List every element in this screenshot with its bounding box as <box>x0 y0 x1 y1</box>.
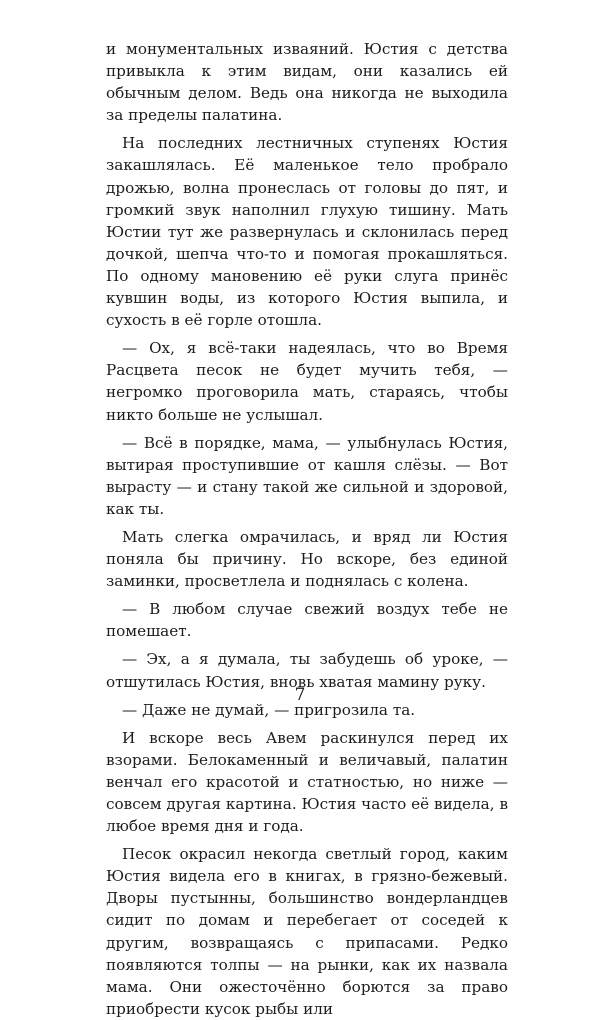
paragraph: И вскоре весь Авем раскинулся перед их взорами. Белокаменный и величавый, палатин венчал его красотой и статностью, но ниже — совсем другая картина. Юстия часто её видела, в любое время дня и года. <box>106 728 508 836</box>
paragraph: На последних лестничных ступенях Юстия закашлялась. Её маленькое тело пробрало дрожью, волна пронеслась от головы до пят, и громкий звук наполнил глухую тишину. Мать Юстии тут же развернулась и склонилась перед дочкой, шепча что-то и помогая прокашляться. По одному мановению её руки слуга принёс кувшин воды, из которого Юстия выпила, и сухость в её горле отошла. <box>106 134 508 330</box>
paragraph: — Даже не думай, — пригрозила та. <box>122 700 416 719</box>
paragraph: — Ох, я всё-таки надеялась, что во Время Расцвета песок не будет мучить тебя, — негромко проговорила мать, стараясь, чтобы никто больше не услышал. <box>106 339 508 424</box>
paragraph: Мать слегка омрачилась, и вряд ли Юстия поняла бы причину. Но вскоре, без единой заминки, просветлела и поднялась с колена. <box>106 527 508 591</box>
paragraph: — В любом случае свежий воздух тебе не помешает. <box>106 600 508 641</box>
page-number: 7 <box>294 685 306 705</box>
paragraph: и монументальных изваяний. Юстия с детства привыкла к этим видам, они казались ей обычным делом. Ведь она никогда не выходила за пределы палатина. <box>106 40 508 125</box>
body-text <box>106 38 508 1020</box>
paragraph: Песок окрасил некогда светлый город, каким Юстия видела его в книгах, в грязно-бежевый. Дворы пустынны, большинство вондерландцев сидит по домам и перебегает от соседей к другим, возвращаясь с припасами. Редко появляются толпы — на рынки, как их назвала мама. Они ожесточённо борются за право приобрести кусок рыбы или <box>106 845 508 1018</box>
paragraph: — Эх, а я думала, ты забудешь об уроке, — отшутилась Юстия, вновь хватая мамину руку. <box>106 650 508 691</box>
paragraph: — Всё в порядке, мама, — улыбнулась Юстия, вытирая проступившие от кашля слёзы. — Вот вырасту — и стану такой же сильной и здоровой, как ты. <box>106 433 508 518</box>
